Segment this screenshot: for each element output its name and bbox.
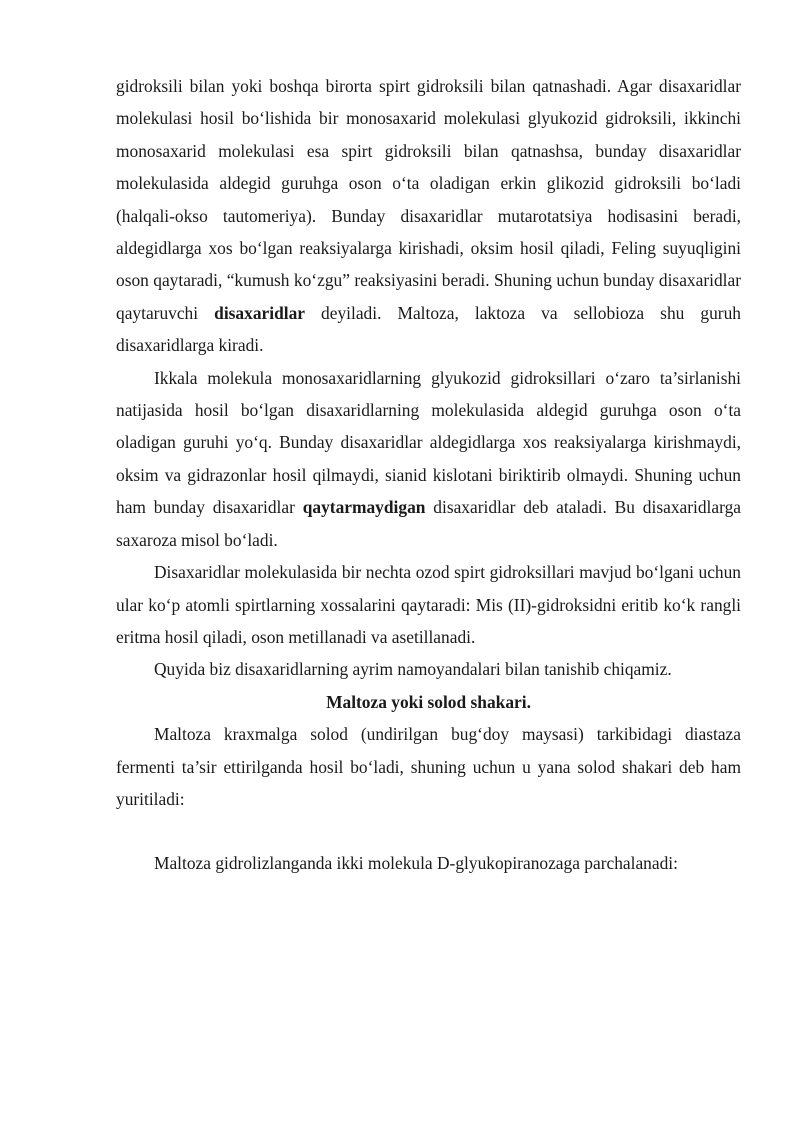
paragraph-maltose-origin: Maltoza kraxmalga solod (undirilgan bugʻdoy maysasi) tarkibidagi diastaza fermenti ta’sir ettirilganda hosil boʻladi, shuning uchun u yana solod shakari deb ham yuritiladi: bbox=[116, 724, 741, 809]
document-body bbox=[116, 70, 741, 880]
bold-term-qaytarmaydigan: qaytarmaydigan bbox=[302, 497, 426, 518]
paragraph-text: Ikkala molekula monosaxaridlarning glyukozid gidroksillari oʻzaro ta’sirlanishi natijasida hosil boʻlgan disaxaridlarning molekulasida aldegid guruhga oson oʻta oladigan guruhi yoʻq. Bunday disaxaridlar aldegidlarga xos reaksiyalarga kirishmaydi, oksim va gidrazonlar hosil qilmaydi, sianid kislotani biriktirib olmaydi. Shuning uchun ham bunday disaxaridlar bbox=[116, 367, 741, 518]
blank-line bbox=[116, 815, 741, 847]
paragraph-non-reducing-disaccharides bbox=[116, 362, 741, 556]
paragraph-text-continued: disaxaridlar deb ataladi. Bu disaxaridlarga saxaroza misol boʻladi. bbox=[116, 497, 741, 550]
paragraph-text-continued: deyiladi. Maltoza, laktoza va sellobioza shu guruh disaxaridlarga kiradi. bbox=[116, 302, 741, 356]
section-heading-maltose: Maltoza yoki solod shakari. bbox=[326, 691, 531, 712]
paragraph-introduction: Quyida biz disaxaridlarning ayrim namoyandalari bilan tanishib chiqamiz. bbox=[154, 659, 672, 680]
paragraph-reducing-disaccharides bbox=[116, 70, 741, 362]
paragraph-text: gidroksili bilan yoki boshqa birorta spirt gidroksili bilan qatnashadi. Agar disaxaridlar molekulasi hosil boʻlishida bir monosaxarid molekulasi glyukozid gidroksili, ikkinchi monosaxarid molekulasi esa spirt gidroksili bilan qatnashsa, bunday disaxaridlar molekulasida aldegid guruhga oson oʻta oladigan erkin glikozid gidroksili boʻladi (halqali-okso tautomeriya). Bunday disaxaridlar mutarotatsiya hodisasini beradi, aldegidlarga xos boʻlgan reaksiyalarga kirishadi, oksim hosil qiladi, Feling suyuqligini oson qaytaradi, “kumush koʻzgu” reaksiyasini beradi. Shuning uchun bunday disaxaridlar qaytaruvchi bbox=[116, 76, 741, 323]
paragraph-polyol-properties: Disaxaridlar molekulasida bir nechta ozod spirt gidroksillari mavjud boʻlgani uchun ular koʻp atomli spirtlarning xossalarini qaytaradi: Mis (II)-gidroksidni eritib koʻk rangli eritma hosil qiladi, oson metillanadi va asetillanadi. bbox=[116, 562, 741, 647]
bold-term-disaxaridlar: disaxaridlar bbox=[214, 302, 305, 323]
paragraph-maltose-hydrolysis: Maltoza gidrolizlanganda ikki molekula D-glyukopiranozaga parchalanadi: bbox=[154, 853, 678, 874]
